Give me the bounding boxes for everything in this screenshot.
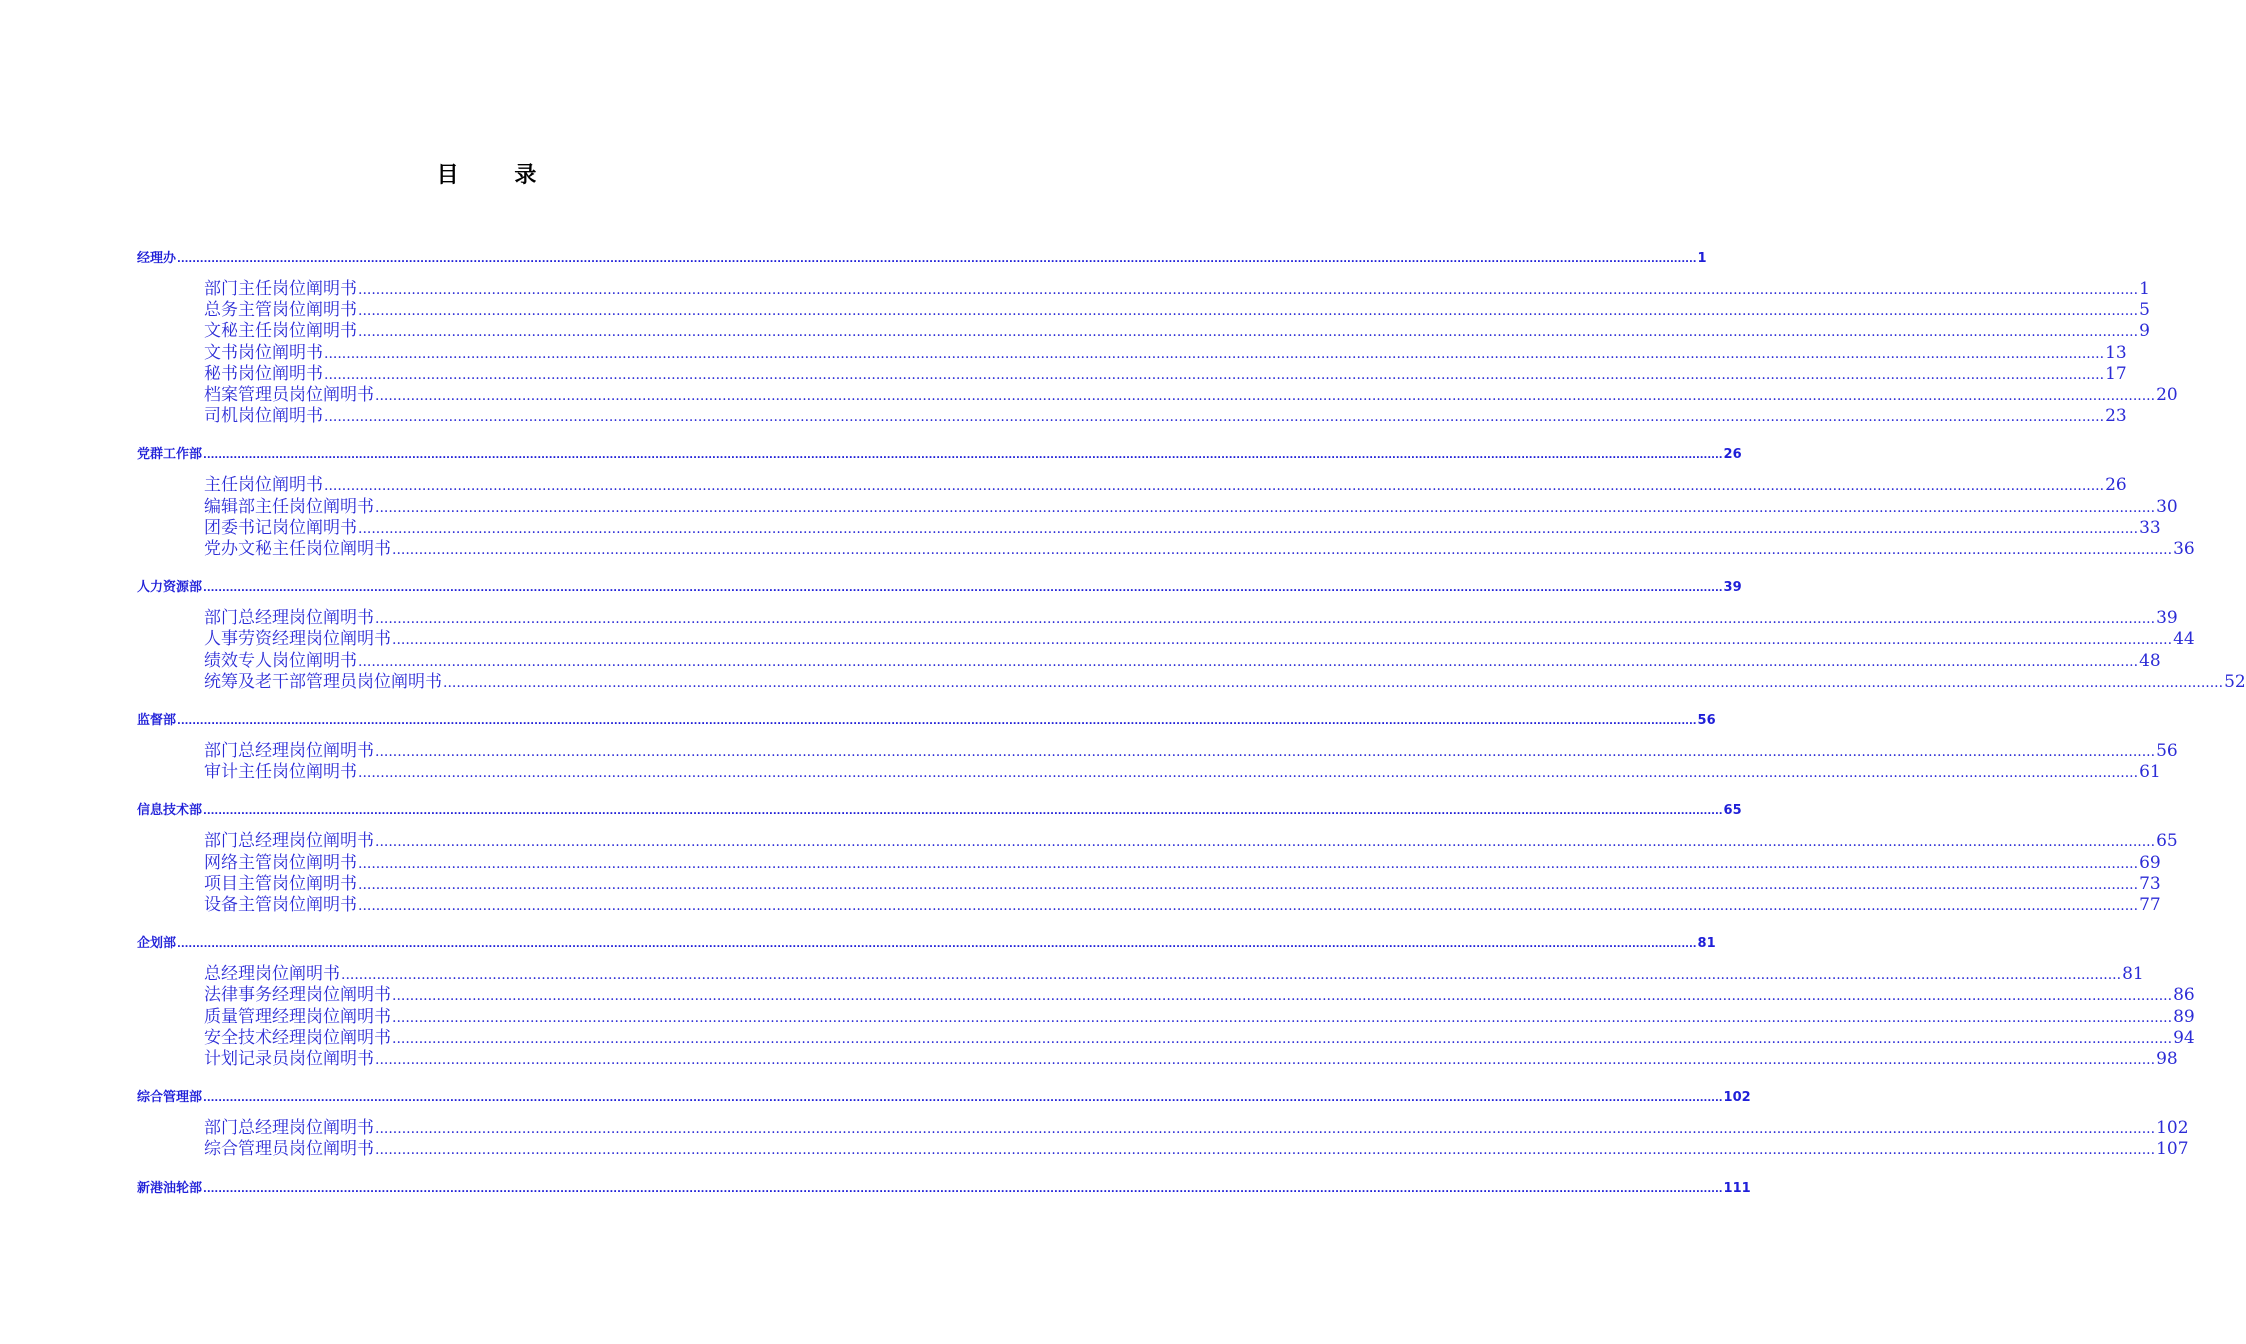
page-number: 102 (1723, 1090, 1751, 1106)
toc-entry[interactable] (204, 496, 2178, 519)
toc-section[interactable] (137, 802, 1742, 821)
section-title: 综合管理部 (137, 1090, 203, 1106)
dot-leader: ................................................................................................................................................................................................................................................................................................................................................................................................................ (375, 499, 2156, 516)
dot-leader: ................................................................................................................................................................................................................................................................................................................................................................................................................ (392, 632, 2173, 649)
entry-title: 统筹及老干部管理员岗位阐明书 (204, 671, 442, 692)
section-title: 新港油轮部 (137, 1180, 203, 1196)
page-number: 56 (2156, 741, 2178, 761)
toc-entry[interactable] (204, 650, 2161, 673)
entry-title: 部门总经理岗位阐明书 (204, 1118, 374, 1139)
toc-entry[interactable] (204, 671, 2246, 694)
page-number: 5 (2139, 300, 2150, 321)
toc-entry[interactable] (204, 1027, 2195, 1050)
entry-title: 人事劳资经理岗位阐明书 (204, 629, 391, 650)
dot-leader: ................................................................................................................................................................................................................................................................................................................................................................................................................ (375, 1142, 2156, 1159)
toc-entry[interactable] (204, 385, 2178, 407)
section-title: 人力资源部 (137, 580, 203, 596)
toc-entry[interactable] (204, 831, 2178, 853)
toc-entry[interactable] (204, 1006, 2195, 1029)
section-title: 信息技术部 (137, 803, 203, 819)
entry-title: 党办文秘主任岗位阐明书 (204, 539, 391, 559)
page-number: 86 (2173, 985, 2195, 1006)
entry-title: 综合管理员岗位阐明书 (204, 1139, 374, 1160)
dot-leader: ................................................................................................................................................................................................................................................................................................................................................................................................................ (358, 282, 2139, 298)
dot-leader: ................................................................................................................................................................................................................................................................................................................................................................................................................ (392, 1009, 2173, 1026)
page-number: 9 (2139, 321, 2150, 342)
toc-entry[interactable] (204, 1118, 2189, 1140)
dot-leader: ................................................................................................................................................................................................................................................................................................................................................................................................................ (341, 967, 2122, 984)
page-number: 13 (2105, 342, 2127, 363)
dot-leader: ................................................................................................................................................................................................................................................................................................................................................................................................................ (443, 674, 2224, 691)
entry-title: 编辑部主任岗位阐明书 (204, 496, 374, 517)
entry-title: 文秘主任岗位阐明书 (204, 321, 357, 342)
entry-title: 部门总经理岗位阐明书 (204, 608, 374, 629)
dot-leader: ................................................................................................................................................................................................................................................................................................................................................................................................................ (203, 583, 1723, 595)
entry-title: 设备主管岗位阐明书 (204, 895, 357, 915)
dot-leader: ................................................................................................................................................................................................................................................................................................................................................................................................................ (203, 1183, 1723, 1195)
dot-leader: ................................................................................................................................................................................................................................................................................................................................................................................................................ (358, 855, 2139, 872)
toc-entry[interactable] (204, 873, 2161, 896)
toc-entry[interactable] (204, 985, 2195, 1007)
toc-section[interactable] (137, 446, 1742, 465)
page-number: 36 (2173, 539, 2195, 559)
dot-leader: ................................................................................................................................................................................................................................................................................................................................................................................................................ (375, 611, 2156, 628)
toc-entry[interactable] (204, 539, 2195, 561)
page-number: 77 (2139, 895, 2161, 915)
toc-section[interactable] (137, 1180, 1751, 1199)
page-number: 26 (1723, 447, 1742, 463)
toc-entry[interactable] (204, 895, 2161, 917)
toc-entry[interactable] (204, 1139, 2189, 1161)
dot-leader: ................................................................................................................................................................................................................................................................................................................................................................................................................ (392, 1030, 2173, 1047)
toc-entry[interactable] (204, 852, 2161, 875)
entry-title: 秘书岗位阐明书 (204, 363, 323, 384)
toc-section[interactable] (137, 250, 1707, 269)
entry-title: 审计主任岗位阐明书 (204, 762, 357, 783)
dot-leader: ................................................................................................................................................................................................................................................................................................................................................................................................................ (358, 653, 2139, 670)
toc-entry[interactable] (204, 1049, 2178, 1071)
toc-entry[interactable] (204, 406, 2127, 428)
dot-leader: ................................................................................................................................................................................................................................................................................................................................................................................................................ (375, 1121, 2156, 1138)
toc-entry[interactable] (204, 321, 2150, 343)
dot-leader: ................................................................................................................................................................................................................................................................................................................................................................................................................ (203, 450, 1723, 462)
dot-leader: ................................................................................................................................................................................................................................................................................................................................................................................................................ (203, 1093, 1723, 1105)
section-title: 党群工作部 (137, 447, 203, 463)
page-number: 102 (2156, 1118, 2189, 1139)
dot-leader: ................................................................................................................................................................................................................................................................................................................................................................................................................ (358, 876, 2139, 893)
page-number: 1 (2139, 279, 2150, 299)
entry-title: 部门总经理岗位阐明书 (204, 831, 374, 852)
entry-title: 总务主管岗位阐明书 (204, 300, 357, 321)
entry-title: 团委书记岗位阐明书 (204, 517, 357, 538)
dot-leader: ................................................................................................................................................................................................................................................................................................................................................................................................................ (324, 409, 2105, 426)
dot-leader: ................................................................................................................................................................................................................................................................................................................................................................................................................ (324, 478, 2105, 495)
entry-title: 文书岗位阐明书 (204, 342, 323, 363)
toc-section[interactable] (137, 935, 1716, 954)
page-number: 26 (2105, 475, 2127, 496)
entry-title: 档案管理员岗位阐明书 (204, 385, 374, 405)
toc-entry[interactable] (204, 629, 2195, 651)
page-number: 17 (2105, 363, 2127, 384)
toc-section[interactable] (137, 712, 1716, 731)
page-number: 1 (1697, 251, 1707, 266)
page-number: 52 (2224, 671, 2246, 692)
toc-title: 目 录 (436, 163, 561, 188)
page-number: 81 (2122, 964, 2144, 985)
page-number: 89 (2173, 1006, 2195, 1027)
page-number: 48 (2139, 650, 2161, 671)
entry-title: 网络主管岗位阐明书 (204, 852, 357, 873)
entry-title: 计划记录员岗位阐明书 (204, 1049, 374, 1069)
dot-leader: ................................................................................................................................................................................................................................................................................................................................................................................................................ (358, 324, 2139, 341)
section-title: 经理办 (137, 251, 177, 266)
toc-entry[interactable] (204, 762, 2161, 784)
entry-title: 质量管理经理岗位阐明书 (204, 1006, 391, 1027)
page-number: 20 (2156, 385, 2178, 405)
dot-leader: ................................................................................................................................................................................................................................................................................................................................................................................................................ (177, 254, 1697, 265)
dot-leader: ................................................................................................................................................................................................................................................................................................................................................................................................................ (392, 542, 2173, 558)
dot-leader: ................................................................................................................................................................................................................................................................................................................................................................................................................ (177, 716, 1697, 727)
dot-leader: ................................................................................................................................................................................................................................................................................................................................................................................................................ (358, 765, 2139, 782)
entry-title: 项目主管岗位阐明书 (204, 873, 357, 894)
page-number: 69 (2139, 852, 2161, 873)
dot-leader: ................................................................................................................................................................................................................................................................................................................................................................................................................ (375, 388, 2156, 404)
toc-entry[interactable] (204, 475, 2127, 497)
entry-title: 安全技术经理岗位阐明书 (204, 1027, 391, 1048)
dot-leader: ................................................................................................................................................................................................................................................................................................................................................................................................................ (375, 744, 2156, 760)
entry-title: 法律事务经理岗位阐明书 (204, 985, 391, 1006)
toc-section[interactable] (137, 1089, 1751, 1108)
table-of-contents (137, 0, 2246, 1344)
page-number: 98 (2156, 1049, 2178, 1069)
page-number: 65 (1723, 803, 1742, 819)
toc-entry[interactable] (204, 964, 2144, 986)
dot-leader: ................................................................................................................................................................................................................................................................................................................................................................................................................ (358, 520, 2139, 537)
dot-leader: ................................................................................................................................................................................................................................................................................................................................................................................................................ (392, 988, 2173, 1005)
toc-entry[interactable] (204, 300, 2150, 322)
page-number: 33 (2139, 517, 2161, 538)
dot-leader: ................................................................................................................................................................................................................................................................................................................................................................................................................ (358, 303, 2139, 320)
page-number: 81 (1697, 936, 1716, 952)
toc-entry[interactable] (204, 741, 2178, 763)
page-number: 44 (2173, 629, 2195, 650)
page-number: 30 (2156, 496, 2178, 517)
page-number: 73 (2139, 873, 2161, 894)
page-number: 39 (2156, 608, 2178, 629)
dot-leader: ................................................................................................................................................................................................................................................................................................................................................................................................................ (203, 806, 1723, 818)
page-number: 61 (2139, 762, 2161, 783)
entry-title: 主任岗位阐明书 (204, 475, 323, 496)
page-number: 107 (2156, 1139, 2189, 1160)
page-number: 39 (1723, 580, 1742, 596)
dot-leader: ................................................................................................................................................................................................................................................................................................................................................................................................................ (375, 834, 2156, 851)
toc-entry[interactable] (204, 363, 2127, 386)
toc-entry[interactable] (204, 342, 2127, 365)
toc-entry[interactable] (204, 279, 2150, 301)
page-number: 111 (1723, 1180, 1751, 1196)
toc-section[interactable] (137, 579, 1742, 598)
section-title: 监督部 (137, 713, 177, 728)
entry-title: 司机岗位阐明书 (204, 406, 323, 427)
dot-leader: ................................................................................................................................................................................................................................................................................................................................................................................................................ (358, 898, 2139, 914)
dot-leader: ................................................................................................................................................................................................................................................................................................................................................................................................................ (375, 1052, 2156, 1068)
dot-leader: ................................................................................................................................................................................................................................................................................................................................................................................................................ (177, 939, 1697, 951)
page-number: 94 (2173, 1027, 2195, 1048)
toc-entry[interactable] (204, 608, 2178, 630)
toc-entry[interactable] (204, 517, 2161, 540)
dot-leader: ................................................................................................................................................................................................................................................................................................................................................................................................................ (324, 366, 2105, 383)
entry-title: 绩效专人岗位阐明书 (204, 650, 357, 671)
page-number: 65 (2156, 831, 2178, 852)
section-title: 企划部 (137, 936, 177, 952)
page-number: 56 (1697, 713, 1716, 728)
entry-title: 部门主任岗位阐明书 (204, 279, 357, 299)
entry-title: 总经理岗位阐明书 (204, 964, 340, 985)
entry-title: 部门总经理岗位阐明书 (204, 741, 374, 761)
page-number: 23 (2105, 406, 2127, 427)
dot-leader: ................................................................................................................................................................................................................................................................................................................................................................................................................ (324, 345, 2105, 362)
